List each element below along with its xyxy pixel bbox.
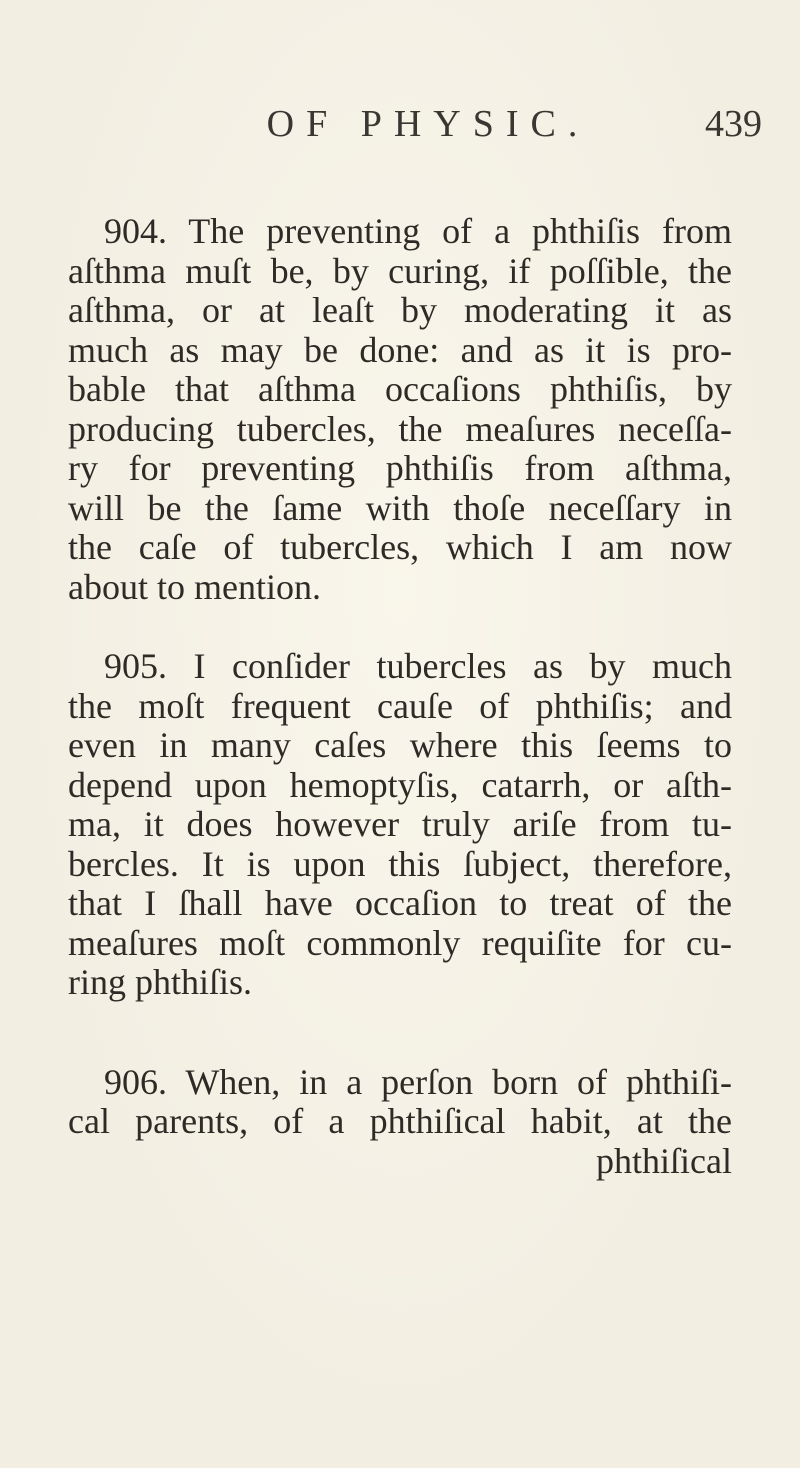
text-line: producing tubercles, the meaſures neceſſa- xyxy=(68,408,732,449)
text-line: even in many caſes where this ſeems to xyxy=(68,725,732,765)
text-line: aſthma muſt be, by curing, if poſſible, the xyxy=(68,250,732,291)
text-line: will be the ſame with thoſe neceſſary in xyxy=(68,487,732,528)
text-line: that I ſhall have occaſion to treat of the xyxy=(68,883,732,923)
text-line: about to mention. xyxy=(68,566,321,607)
catchword: phthiſical xyxy=(596,1140,732,1181)
running-head xyxy=(0,92,800,152)
text-line: bable that aſthma occaſions phthiſis, by xyxy=(68,369,732,409)
body-text xyxy=(68,212,732,1181)
text-line: 905. I conſider tubercles as by much xyxy=(104,646,732,686)
text-line: meaſures moſt commonly requiſite for cu- xyxy=(68,922,732,963)
text-line: ry for preventing phthiſis from aſthma, xyxy=(68,448,732,488)
text-line: ring phthiſis. xyxy=(68,962,253,1002)
paragraph-spacer xyxy=(68,607,732,647)
page-number: 439 xyxy=(705,103,762,145)
text-line: 904. The preventing of a phthiſis from xyxy=(104,211,732,251)
text-line: the moſt frequent cauſe of phthiſis; and xyxy=(68,685,732,726)
paragraph-904 xyxy=(68,212,732,607)
text-line: much as may be done: and as it is pro- xyxy=(68,329,732,370)
paragraph-spacer xyxy=(68,1003,732,1063)
paragraph-905 xyxy=(68,647,732,1003)
running-title: OF PHYSIC. xyxy=(266,103,590,145)
paragraph-906 xyxy=(68,1063,732,1142)
text-line: aſthma, or at leaſt by moderating it as xyxy=(68,290,732,330)
text-line: depend upon hemoptyſis, catarrh, or aſth- xyxy=(68,764,732,805)
text-line: the caſe of tubercles, which I am now xyxy=(68,527,732,567)
text-line: ma, it does however truly ariſe from tu- xyxy=(68,804,732,844)
text-line: cal parents, of a phthiſical habit, at the xyxy=(68,1101,732,1141)
text-line: 906. When, in a perſon born of phthiſi- xyxy=(104,1061,732,1102)
text-line: bercles. It is upon this ſubject, therefore, xyxy=(68,843,732,884)
